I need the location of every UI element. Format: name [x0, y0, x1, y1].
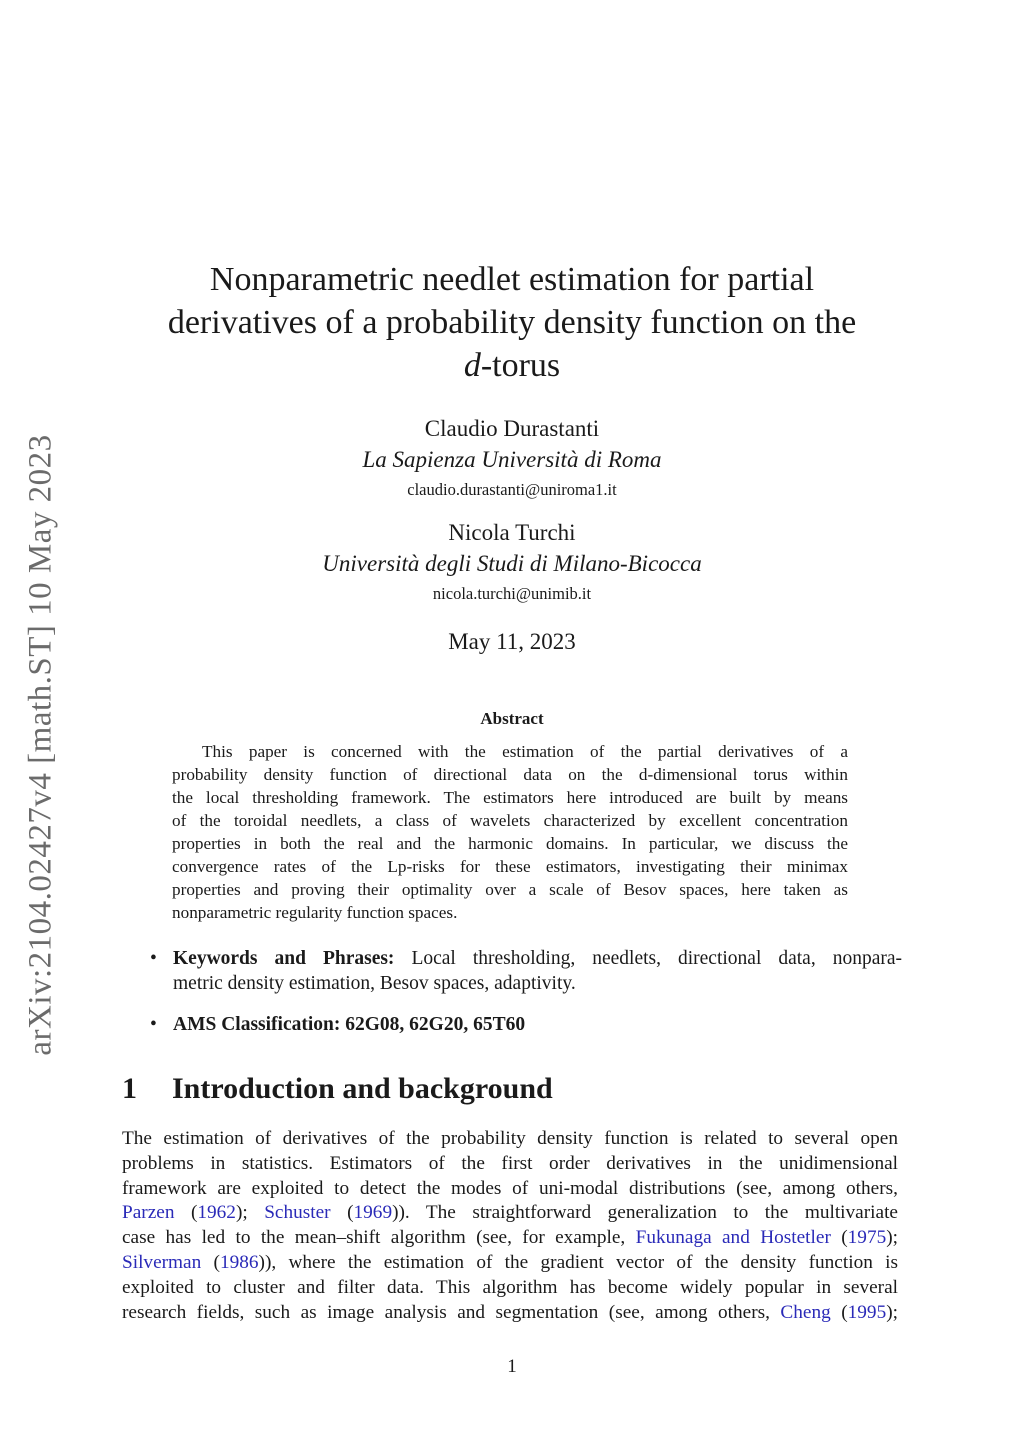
keywords-line-2: metric density estimation, Besov spaces, adaptivity.: [173, 973, 576, 994]
bullet-icon: •: [150, 1014, 157, 1035]
intro-line: Parzen (1962); Schuster (1969)). The straightforward generalization to the multivariate: [122, 1202, 898, 1224]
title-d-variable: d: [463, 347, 481, 384]
intro-line: case has led to the mean–shift algorithm (see, for example, Fukunaga and Hostetler (1975);: [122, 1227, 898, 1249]
intro-line: The estimation of derivatives of the probability density function is related to several open: [122, 1128, 898, 1149]
bullet-icon: •: [150, 948, 157, 969]
paper-date: May 11, 2023: [448, 629, 576, 654]
ams-label: AMS Classification:: [173, 1014, 341, 1035]
section-heading: [122, 1072, 553, 1106]
intro-text: research fields, such as image analysis and segmentation (see, among others,: [122, 1301, 770, 1323]
author-affiliation: Università degli Studi di Milano-Bicocca: [322, 551, 702, 576]
keywords-item: [150, 946, 902, 996]
abstract-line: probability density function of directional data on the d-dimensional torus within: [172, 765, 848, 784]
ams-item: [150, 1012, 902, 1037]
author-name: Claudio Durastanti: [424, 416, 600, 441]
intro-line: Silverman (1986)), where the estimation of the gradient vector of the density function is: [122, 1251, 898, 1273]
citation-year-link[interactable]: 1962: [197, 1202, 236, 1224]
abstract-heading: Abstract: [480, 709, 544, 728]
keyword-list: [150, 946, 902, 1053]
author-email[interactable]: claudio.durastanti@uniroma1.it: [407, 480, 617, 499]
title-line-2: derivatives of a probability density function on the: [167, 304, 857, 341]
section-number: 1: [122, 1072, 137, 1105]
citation-year-link[interactable]: 1975: [847, 1227, 887, 1249]
abstract-line: the local thresholding framework. The estimators here introduced are built by means: [172, 788, 848, 807]
intro-text: . The straightforward generalization to the multivariate: [404, 1202, 898, 1224]
ams-codes: 62G08, 62G20, 65T60: [345, 1014, 526, 1035]
intro-text: case has led to the mean–shift algorithm (see, for example,: [122, 1227, 626, 1249]
citation-year-link[interactable]: 1995: [847, 1301, 887, 1323]
author-affiliation: La Sapienza Università di Roma: [362, 447, 662, 472]
title-torus: -torus: [480, 347, 561, 384]
intro-line: research fields, such as image analysis and segmentation (see, among others, Cheng (1995);: [122, 1301, 898, 1323]
keywords-text: Local thresholding, needlets, directional data, nonpara-: [411, 948, 903, 969]
section-title: Introduction and background: [172, 1072, 553, 1105]
intro-line: problems in statistics. Estimators of the first order derivatives in the unidimensional: [122, 1152, 898, 1174]
author-email[interactable]: nicola.turchi@unimib.it: [432, 584, 592, 603]
abstract-line: properties and proving their optimality over a scale of Besov spaces, here taken as: [172, 880, 848, 899]
abstract-line: properties in both the real and the harmonic domains. In particular, we discuss the: [172, 834, 848, 853]
intro-line: exploited to cluster and filter data. This algorithm has become widely popular in several: [122, 1276, 898, 1298]
citation-link[interactable]: Silverman: [122, 1251, 202, 1273]
citation-link[interactable]: Schuster: [264, 1202, 331, 1224]
citation-link[interactable]: Parzen: [122, 1202, 175, 1224]
title-line-3: [122, 344, 902, 387]
citation-link[interactable]: Cheng: [780, 1301, 831, 1323]
paper-title: [122, 258, 902, 387]
citation-year-link[interactable]: 1969: [353, 1202, 393, 1224]
introduction-paragraph: [122, 1127, 898, 1325]
citation-link[interactable]: Fukunaga and Hostetler: [635, 1227, 831, 1249]
author-block-1: [122, 416, 902, 500]
keywords-label: Keywords and Phrases:: [173, 948, 395, 969]
author-block-2: [122, 520, 902, 604]
abstract-line: nonparametric regularity function spaces.: [172, 903, 458, 922]
abstract-line: convergence rates of the Lp-risks for these estimators, investigating their minimax: [172, 857, 848, 876]
keywords-line-1: [173, 946, 902, 971]
abstract-line: of the toroidal needlets, a class of wavelets characterized by excellent concentration: [172, 811, 848, 830]
title-line-1: Nonparametric needlet estimation for partial: [209, 261, 815, 298]
abstract-body: [172, 740, 848, 924]
intro-line: framework are exploited to detect the modes of uni-modal distributions (see, among others,: [122, 1177, 898, 1199]
intro-text: ), where the estimation of the gradient vector of the density function is: [264, 1251, 898, 1273]
arxiv-identifier-stamp: arXiv:2104.02427v4 [math.ST] 10 May 2023: [22, 434, 59, 1056]
abstract-line: This paper is concerned with the estimation of the partial derivatives of a: [202, 742, 848, 761]
author-name: Nicola Turchi: [448, 520, 576, 545]
page-number: 1: [507, 1356, 517, 1377]
citation-year-link[interactable]: 1986: [219, 1251, 259, 1273]
